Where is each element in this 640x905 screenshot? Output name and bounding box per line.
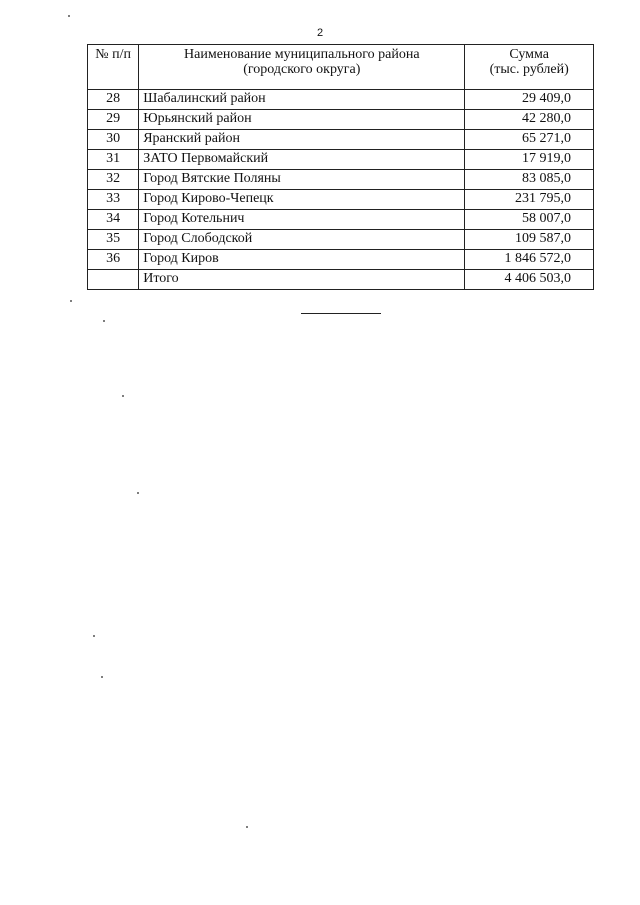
row-sum: 17 919,0 [465,150,594,170]
row-name: Город Киров [139,250,465,270]
row-name: Юрьянский район [139,110,465,130]
row-number: 36 [88,250,139,270]
row-name: ЗАТО Первомайский [139,150,465,170]
table-row [88,210,594,230]
scan-speck [70,300,72,302]
row-name: Яранский район [139,130,465,150]
header-sum [465,45,594,90]
total-number [88,270,139,290]
table-row [88,150,594,170]
row-number: 28 [88,90,139,110]
row-name: Город Котельнич [139,210,465,230]
scan-speck [68,15,70,17]
row-sum: 1 846 572,0 [465,250,594,270]
row-number: 31 [88,150,139,170]
row-name: Шабалинский район [139,90,465,110]
scan-speck [246,826,248,828]
row-sum: 65 271,0 [465,130,594,150]
budget-table [87,44,594,290]
table-total-row [88,270,594,290]
row-sum: 58 007,0 [465,210,594,230]
header-number: № п/п [88,45,139,90]
header-name [139,45,465,90]
row-number: 32 [88,170,139,190]
total-sum: 4 406 503,0 [465,270,594,290]
end-rule [301,313,381,314]
row-name: Город Слободской [139,230,465,250]
row-sum: 29 409,0 [465,90,594,110]
header-sum-line2: (тыс. рублей) [489,61,569,77]
header-sum-line1: Сумма [509,47,550,62]
scan-speck [122,395,124,397]
row-sum: 42 280,0 [465,110,594,130]
header-name-line2: (городского округа) [243,61,361,77]
row-number: 33 [88,190,139,210]
row-name: Город Вятские Поляны [139,170,465,190]
table-row [88,130,594,150]
row-sum: 231 795,0 [465,190,594,210]
row-number: 29 [88,110,139,130]
total-label: Итого [139,270,465,290]
page-number: 2 [316,27,324,39]
table-row [88,170,594,190]
row-number: 35 [88,230,139,250]
scan-speck [103,320,105,322]
scan-speck [137,492,139,494]
table-header-row [88,45,594,90]
header-name-line1: Наименование муниципального района [184,47,420,62]
table-row [88,190,594,210]
scan-speck [93,635,95,637]
scan-speck [101,676,103,678]
row-number: 30 [88,130,139,150]
table-row [88,90,594,110]
row-sum: 83 085,0 [465,170,594,190]
row-number: 34 [88,210,139,230]
row-sum: 109 587,0 [465,230,594,250]
table-row [88,230,594,250]
table-row [88,110,594,130]
table-row [88,250,594,270]
row-name: Город Кирово-Чепецк [139,190,465,210]
